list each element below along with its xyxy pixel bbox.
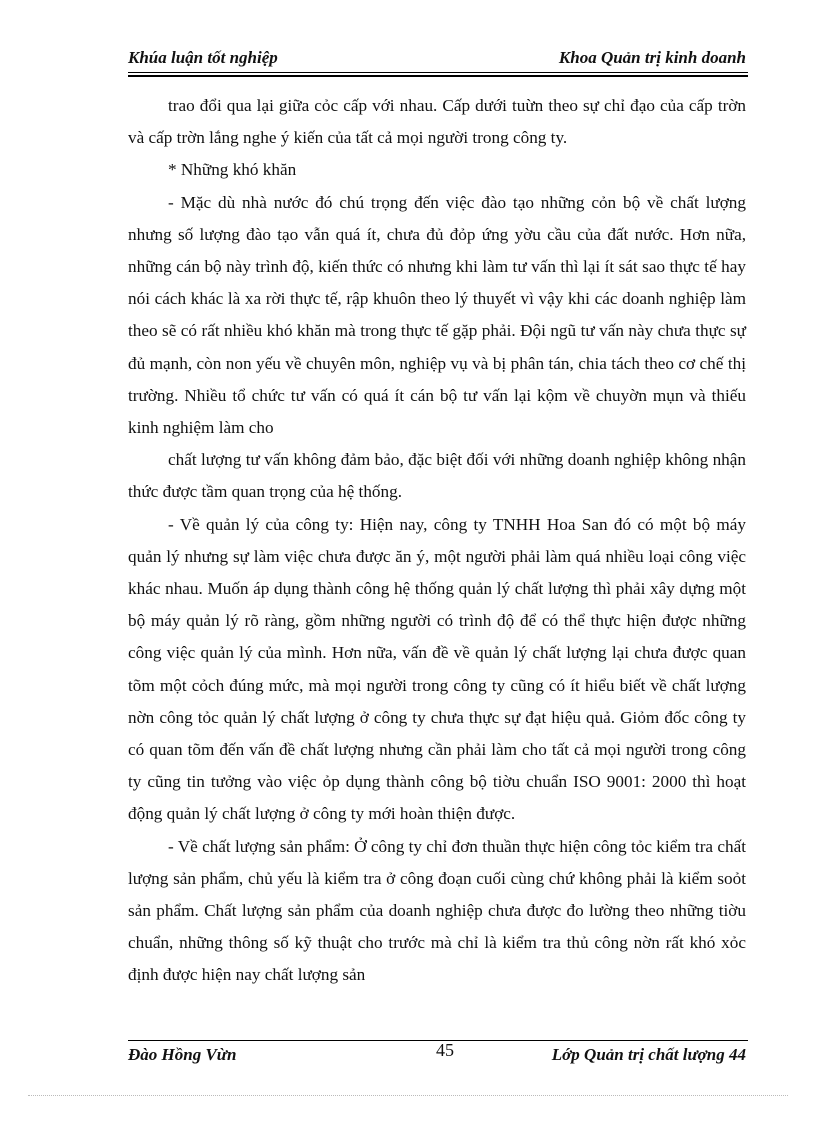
body-text — [128, 90, 746, 992]
header-thesis-title: Khúa luận tốt nghiệp — [128, 48, 278, 67]
page-footer — [128, 1042, 746, 1072]
footer-author: Đào Hồng Vừn — [128, 1045, 237, 1064]
paragraph: - Về chất lượng sản phẩm: Ở công ty chỉ đơn thuần thực hiện công tỏc kiểm tra chất lượng sản phẩm, chủ yếu là kiểm tra ở công đoạn cuối cùng chứ không phải là kiểm soỏt sản phẩm. Chất lượng sản phẩm của doanh nghiệp chưa được đo lường theo những tiờu chuẩn, những thông số kỹ thuật cho trước mà chỉ là kiểm tra thủ công nờn rất khó xỏc định được hiện nay chất lượng sản — [128, 836, 746, 985]
paragraph: chất lượng tư vấn không đảm bảo, đặc biệt đối với những doanh nghiệp không nhận thức được tầm quan trọng của hệ thống. — [128, 450, 746, 502]
page-number: 45 — [436, 1040, 454, 1060]
paragraph: trao đổi qua lại giữa cỏc cấp với nhau. Cấp dưới tuừn theo sự chỉ đạo của cấp trờn và cấp trờn lắng nghe ý kiến của tất cả mọi người trong công ty. — [128, 96, 746, 148]
footer-class: Lớp Quản trị chất lượng 44 — [551, 1045, 746, 1064]
header-rule — [128, 72, 748, 77]
paragraph: - Mặc dù nhà nước đó chú trọng đến việc đào tạo những cỏn bộ về chất lượng nhưng số lượng đào tạo vẫn quá ít, chưa đủ đỏp ứng yờu cầu của đất nước. Hơn nữa, những cán bộ này trình độ, kiến thức có nhưng khi làm tư vấn thì lại ít sát sao thực tế hay nói cách khác là xa rời thực tế, rập khuôn theo lý thuyết vì vậy khi các doanh nghiệp làm theo sẽ có rất nhiều khó khăn mà trong thực tế gặp phải. Đội ngũ tư vấn này chưa thực sự đủ mạnh, còn non yếu về chuyên môn, nghiệp vụ và bị phân tán, chia tách theo cơ chế thị trường. Nhiều tổ chức tư vấn có quá ít cán bộ tư vấn lại kộm về chuyờn mụn và thiếu kinh nghiệm làm cho — [128, 192, 746, 438]
page-header — [128, 48, 746, 72]
page-boundary-divider — [28, 1095, 788, 1096]
header-faculty: Khoa Quản trị kinh doanh — [558, 48, 746, 67]
section-heading: * Những khó khăn — [168, 160, 297, 180]
paragraph: - Về quản lý của công ty: Hiện nay, công ty TNHH Hoa San đó có một bộ máy quản lý nhưng sự làm việc chưa được ăn ý, một người phải làm quá nhiều loại công việc khác nhau. Muốn áp dụng thành công hệ thống quản lý chất lượng thì phải xây dựng một bộ máy quản lý rõ ràng, gồm những người có trình độ để có thể thực hiện được những công việc quản lý của mình. Hơn nữa, vấn đề về quản lý chất lượng lại chưa được quan tõm một cỏch đúng mức, mà mọi người trong công ty cũng có ít hiểu biết về chất lượng nờn công tỏc quản lý chất lượng ở công ty chưa thực sự đạt hiệu quả. Giỏm đốc công ty có quan tõm đến vấn đề chất lượng nhưng cần phải làm cho tất cả mọi người trong công ty cũng tin tưởng vào việc ỏp dụng thành công bộ tiờu chuẩn ISO 9001: 2000 thì hoạt động quản lý chất lượng ở công ty mới hoàn thiện được. — [128, 514, 746, 824]
